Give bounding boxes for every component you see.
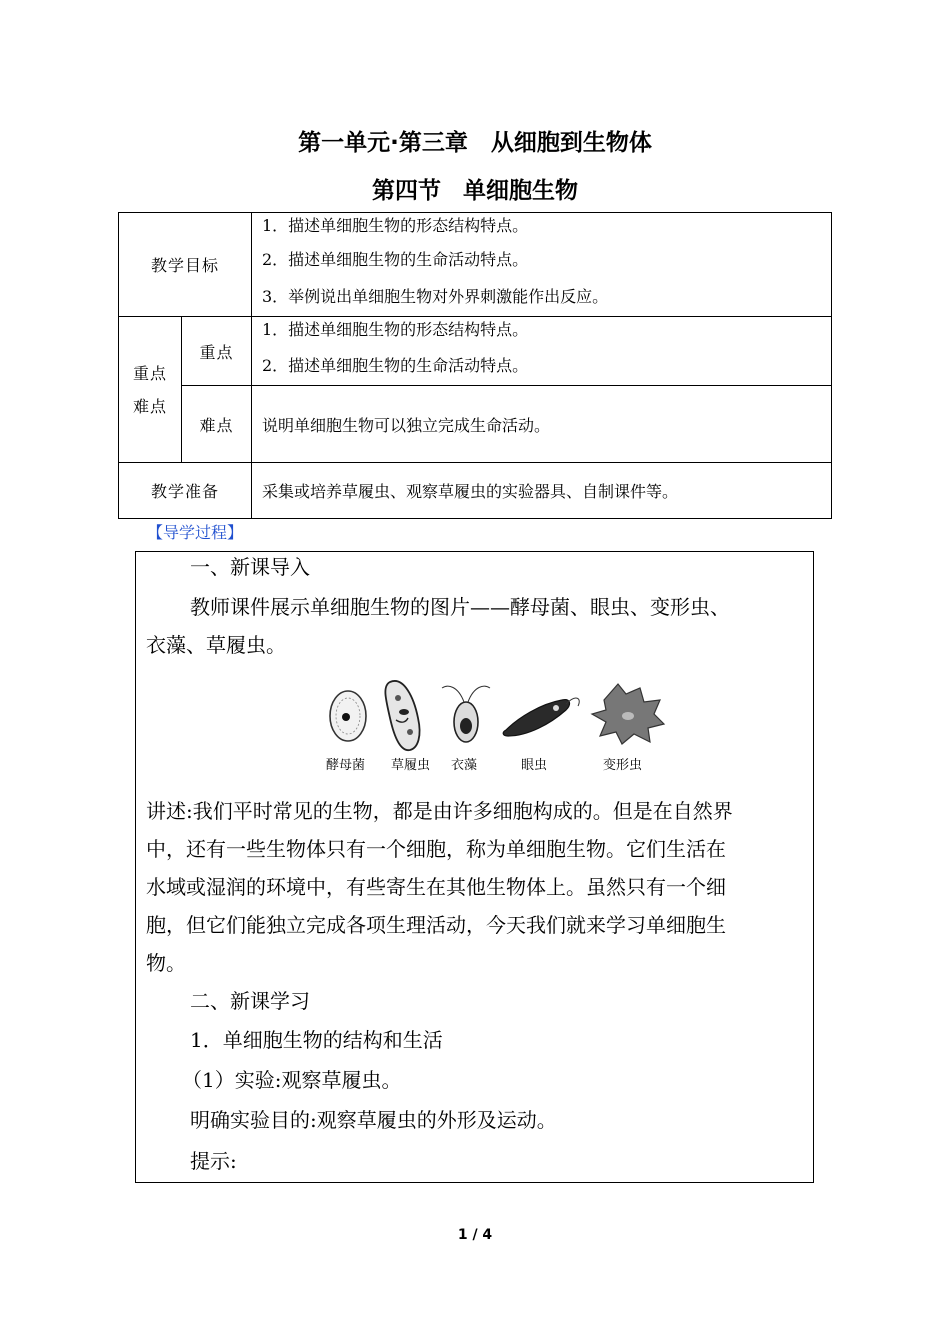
goal-item: 1．描述单细胞生物的形态结构特点。 bbox=[262, 216, 529, 235]
narration-line: 讲述:我们平时常见的生物，都是由许多细胞构成的。但是在自然界 bbox=[146, 799, 733, 823]
narration-line: 物。 bbox=[146, 951, 186, 975]
teaching-goals-row bbox=[119, 213, 832, 317]
narration-line: 胞，但它们能独立完成各项生理活动，今天我们就来学习单细胞生 bbox=[146, 913, 726, 937]
key-difficult-label-line2: 难点 bbox=[132, 396, 167, 416]
preparation-content: 采集或培养草履虫、观察草履虫的实验器具、自制课件等。 bbox=[252, 463, 832, 519]
chlamydomonas-image bbox=[442, 686, 490, 742]
organism-caption: 衣藻 bbox=[451, 758, 478, 773]
section-new-lesson-intro: 一、新课导入 bbox=[190, 555, 310, 579]
subsection-structure-life: 1．单细胞生物的结构和生活 bbox=[190, 1028, 443, 1052]
teaching-goals-content bbox=[252, 213, 832, 317]
organism-caption: 草履虫 bbox=[391, 758, 431, 773]
key-item: 1．描述单细胞生物的形态结构特点。 bbox=[262, 320, 529, 339]
experiment-purpose: 明确实验目的:观察草履虫的外形及运动。 bbox=[190, 1108, 557, 1132]
goal-item: 2．描述单细胞生物的生命活动特点。 bbox=[262, 250, 529, 269]
amoeba-image bbox=[592, 684, 664, 744]
guide-process-heading: 【导学过程】 bbox=[147, 523, 244, 542]
key-difficult-label bbox=[119, 317, 182, 463]
page-number: 1 / 4 bbox=[457, 1227, 493, 1243]
organism-caption: 眼虫 bbox=[521, 758, 548, 773]
hint-label: 提示: bbox=[190, 1149, 237, 1173]
teaching-goals-label: 教学目标 bbox=[119, 213, 252, 317]
preparation-label: 教学准备 bbox=[119, 463, 252, 519]
section-new-lesson-study: 二、新课学习 bbox=[190, 989, 310, 1013]
yeast-image bbox=[330, 691, 366, 741]
experiment-heading: （1）实验:观察草履虫。 bbox=[182, 1068, 402, 1092]
difficult-points-content: 说明单细胞生物可以独立完成生命活动。 bbox=[252, 386, 832, 463]
lesson-objectives-table bbox=[118, 212, 832, 519]
intro-paragraph-line: 教师课件展示单细胞生物的图片——酵母菌、眼虫、变形虫、 bbox=[190, 595, 730, 619]
difficult-points-row bbox=[119, 386, 832, 463]
section-name: 单细胞生物 bbox=[463, 178, 578, 204]
key-difficult-label-line1: 重点 bbox=[132, 363, 167, 383]
intro-paragraph-line: 衣藻、草履虫。 bbox=[146, 633, 286, 657]
goal-item: 3．举例说出单细胞生物对外界刺激能作出反应。 bbox=[262, 287, 609, 306]
section-number: 第四节 bbox=[372, 178, 441, 204]
euglena-image bbox=[503, 698, 579, 736]
narration-line: 水域或湿润的环境中，有些寄生在其他生物体上。虽然只有一个细 bbox=[146, 875, 726, 899]
key-points-row bbox=[119, 317, 832, 386]
narration-line: 中，还有一些生物体只有一个细胞，称为单细胞生物。它们生活在 bbox=[146, 837, 726, 861]
key-item: 2．描述单细胞生物的生命活动特点。 bbox=[262, 356, 529, 375]
section-title bbox=[0, 172, 950, 205]
key-points-content bbox=[252, 317, 832, 386]
organism-caption: 变形虫 bbox=[603, 758, 643, 773]
unit-chapter-title: 第一单元·第三章 从细胞到生物体 bbox=[298, 130, 652, 156]
organism-caption: 酵母菌 bbox=[326, 758, 366, 773]
key-points-label: 重点 bbox=[182, 317, 252, 386]
preparation-row bbox=[119, 463, 832, 519]
paramecium-image bbox=[385, 681, 419, 750]
difficult-points-label: 难点 bbox=[182, 386, 252, 463]
